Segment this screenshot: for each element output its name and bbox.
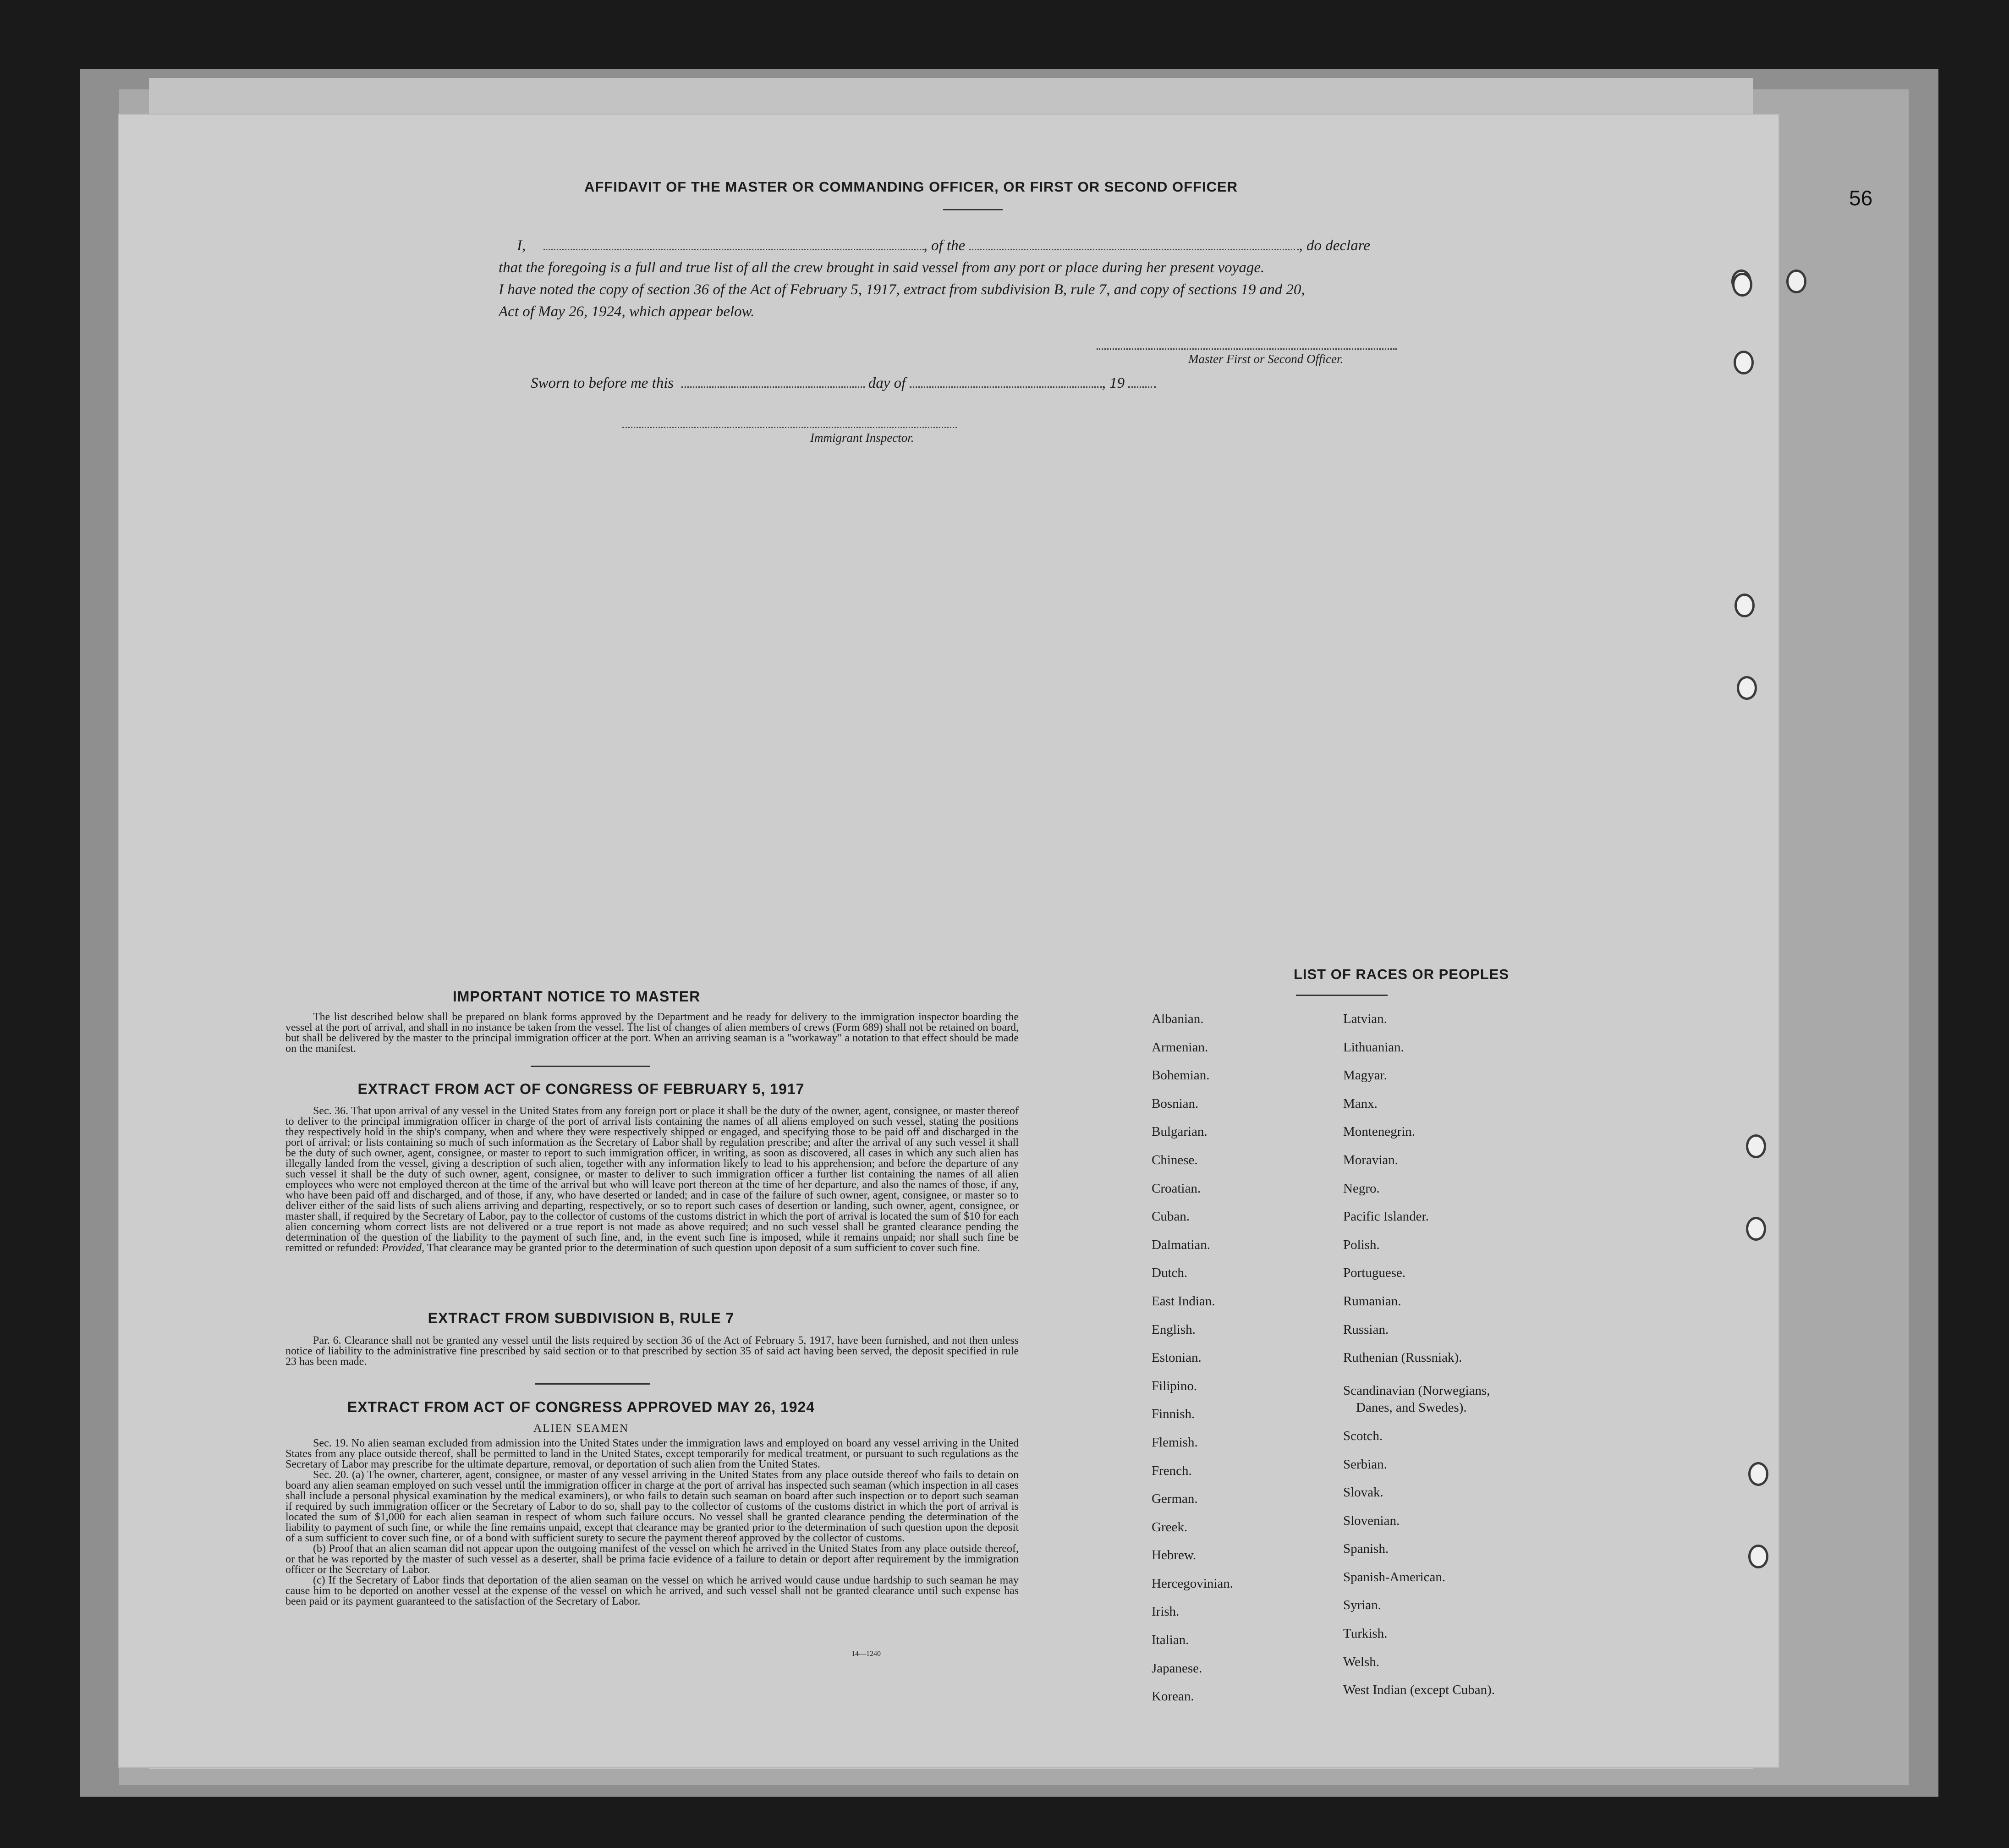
punch-hole	[1746, 1217, 1766, 1241]
race-item: Japanese.	[1152, 1661, 1202, 1676]
race-item: Albanian.	[1152, 1012, 1204, 1026]
extract-rule7-title: EXTRACT FROM SUBDIVISION B, RULE 7	[428, 1310, 735, 1326]
races-column-2	[1343, 1005, 1581, 1705]
punch-hole	[1748, 1545, 1768, 1568]
race-item: Moravian.	[1343, 1152, 1398, 1167]
race-item: Flemish.	[1152, 1435, 1198, 1450]
races-title: LIST OF RACES OR PEOPLES	[1293, 966, 1509, 982]
race-item: Irish.	[1152, 1604, 1180, 1619]
section-divider	[531, 1066, 650, 1067]
of-the-label: , of the	[923, 237, 966, 254]
race-item: Cuban.	[1152, 1209, 1190, 1224]
extract-1924-body	[285, 1438, 1019, 1607]
race-item: Serbian.	[1343, 1457, 1387, 1472]
race-item: Latvian.	[1343, 1012, 1387, 1026]
punch-hole	[1746, 1134, 1766, 1158]
race-item: Slovenian.	[1343, 1513, 1400, 1528]
sworn-month-field[interactable]	[910, 386, 1102, 388]
race-item: Turkish.	[1343, 1626, 1388, 1641]
race-item: Armenian.	[1152, 1040, 1208, 1055]
race-item: West Indian (except Cuban).	[1343, 1683, 1495, 1698]
race-item: Scandinavian (Norwegians,	[1343, 1383, 1490, 1398]
races-column-1	[1152, 1005, 1326, 1711]
race-item: Korean.	[1152, 1689, 1194, 1704]
race-item: Italian.	[1152, 1633, 1189, 1648]
race-item: Bohemian.	[1152, 1068, 1210, 1083]
race-item: Estonian.	[1152, 1350, 1202, 1365]
extract-1924-title: EXTRACT FROM ACT OF CONGRESS APPROVED MAY 26, 1924	[347, 1399, 815, 1415]
race-item: Hercegovinian.	[1152, 1576, 1233, 1591]
race-item: Montenegrin.	[1343, 1124, 1416, 1139]
sec20a-text: Sec. 20. (a) The owner, charterer, agent, consignee, or master of any vessel arriving in the United States from any place outside thereof who fails to detain on board any alien seaman employed on such vessel until the immigration officer in charge at the port of arrival has inspected such seaman (which inspection in all cases shall include a personal physical examination by the medical examiners), or who fails to detain such seaman on board after such inspection or to deport such seaman if required by such immigration officer or the Secretary of Labor to do so, shall pay to the collector of customs of the customs district in which the port of arrival is located the sum of $1,000 for each alien seaman in respect of whom such failure occurs. No vessel shall be granted clearance pending the determination of the liability to payment of such fine, or while the fine remains unpaid, except that clearance may be granted prior to the determination of such question upon the deposit of a sum sufficient to cover such fine, or of a bond with sufficient surety to secure the payment thereof approved by the collector of customs.	[285, 1469, 1019, 1544]
race-item: Croatian.	[1152, 1181, 1201, 1196]
affidavit-line-1: that the foregoing is a full and true list of all the crew brought in said vessel from any port or place during her present voyage.	[499, 259, 1265, 276]
race-item: Danes, and Swedes).	[1356, 1400, 1467, 1415]
inspector-label: Immigrant Inspector.	[810, 431, 914, 445]
title-underline	[943, 209, 1003, 210]
race-item: Rumanian.	[1343, 1293, 1401, 1309]
notice-title: IMPORTANT NOTICE TO MASTER	[452, 988, 701, 1005]
race-item: Russian.	[1343, 1322, 1389, 1337]
punch-hole	[1737, 676, 1757, 700]
race-item: Spanish.	[1343, 1541, 1389, 1556]
races-title-underline	[1296, 995, 1388, 996]
race-item: German.	[1152, 1491, 1198, 1507]
sworn-line	[531, 375, 1310, 392]
race-item: Bulgarian.	[1152, 1124, 1208, 1139]
race-item: Welsh.	[1343, 1654, 1380, 1669]
sec20b-text: (b) Proof that an alien seaman did not appear upon the outgoing manifest of the vessel on which he arrived in the United States from any place outside thereof, or that he was reported by the master of such vessel as a deserter, shall be prima facie evidence of a failure to detain or deport after requirement by the immigration officer or the Secretary of Labor.	[285, 1543, 1019, 1576]
race-item: Slovak.	[1343, 1485, 1383, 1500]
race-item: Chinese.	[1152, 1152, 1198, 1167]
race-item: Dutch.	[1152, 1265, 1188, 1281]
extract-1917-sec: Sec. 36.	[313, 1105, 349, 1117]
name-field[interactable]	[543, 248, 924, 250]
race-item: French.	[1152, 1463, 1192, 1478]
form-number: 14—1240	[851, 1650, 881, 1658]
punch-hole	[1735, 594, 1755, 617]
punch-hole	[1732, 273, 1752, 297]
day-of-label: day of	[868, 375, 906, 391]
master-signature-line[interactable]	[1097, 348, 1397, 350]
race-item: Syrian.	[1343, 1598, 1381, 1613]
affidavit-declaration-line	[512, 237, 1447, 254]
sec20c-text: (c) If the Secretary of Labor finds that deportation of the alien seaman on the vessel on which he arrived would cause undue hardship to such seaman he may cause him to be deported on another vessel at the expense of the vessel on which he arrived, and such vessel shall not be granted clearance until such expense has been paid or its payment guaranteed to the satisfaction of the Secretary of Labor.	[285, 1574, 1019, 1607]
affidavit-line-3: Act of May 26, 1924, which appear below.	[499, 303, 755, 320]
sec19-text: Sec. 19. No alien seaman excluded from admission into the United States under the immigration laws and employed on board any vessel arriving in the United States from any place outside thereof, shall be permitted to land in the United States, except temporarily for medical treatment, or pursuant to such regulations as the Secretary of Labor may prescribe for the ultimate departure, removal, or deportation of such alien from the United States.	[285, 1437, 1019, 1470]
vessel-field[interactable]	[969, 248, 1299, 250]
extract-1917-title: EXTRACT FROM ACT OF CONGRESS OF FEBRUARY 5, 1917	[357, 1081, 805, 1097]
punch-hole	[1748, 1462, 1768, 1486]
race-item: Ruthenian (Russniak).	[1343, 1350, 1462, 1365]
extract-1917-text	[285, 1106, 1019, 1254]
sworn-year-field[interactable]	[1128, 386, 1156, 388]
race-item: Scotch.	[1343, 1428, 1383, 1443]
sworn-day-field[interactable]	[681, 386, 865, 388]
notice-text: The list described below shall be prepared on blank forms approved by the Department and be ready for delivery to the immigration inspector boarding the vessel at the port of arrival, and shall in no instance be taken from the vessel. The list of changes of alien members of crews (Form 689) shall not be retained on board, but shall be delivered by the master to the principal immigration officer at the port. When an arriving seaman is a "workaway" a notation to that effect should be made on the manifest.	[285, 1011, 1019, 1055]
inspector-signature-line[interactable]	[622, 427, 957, 428]
affidavit-title: AFFIDAVIT OF THE MASTER OR COMMANDING OFFICER, OR FIRST OR SECOND OFFICER	[584, 179, 1238, 195]
extract-1924-subtitle: ALIEN SEAMEN	[533, 1422, 629, 1435]
race-item: Pacific Islander.	[1343, 1209, 1429, 1224]
race-item: Spanish-American.	[1343, 1569, 1446, 1584]
extract-1917-provided: Provided,	[381, 1242, 425, 1254]
i-label: I,	[517, 237, 526, 254]
race-item: Polish.	[1343, 1237, 1380, 1252]
punch-hole	[1786, 270, 1806, 293]
race-item: English.	[1152, 1322, 1196, 1337]
race-item: Dalmatian.	[1152, 1237, 1211, 1252]
race-item: Hebrew.	[1152, 1548, 1197, 1563]
race-item: Magyar.	[1343, 1068, 1387, 1083]
race-item: Negro.	[1343, 1181, 1380, 1196]
sworn-label: Sworn to before me this	[531, 375, 674, 391]
race-item: Greek.	[1152, 1519, 1188, 1534]
section-divider	[535, 1383, 650, 1385]
form-page	[118, 114, 1779, 1768]
race-item: Finnish.	[1152, 1407, 1195, 1422]
race-item: Portuguese.	[1343, 1265, 1406, 1281]
race-item: Lithuanian.	[1343, 1040, 1404, 1055]
year-label: , 19	[1102, 375, 1125, 391]
affidavit-line-2: I have noted the copy of section 36 of the Act of February 5, 1917, extract from subdivision B, rule 7, and copy of sections 19 and 20,	[499, 281, 1305, 298]
extract-1917-end: That clearance may be granted prior to the determination of such question upon deposit of a sum sufficient to cover such fine.	[427, 1242, 980, 1254]
punch-hole	[1734, 351, 1754, 374]
master-label: Master First or Second Officer.	[1188, 352, 1344, 366]
page-number: 56	[1849, 186, 1873, 210]
extract-rule7-text: Par. 6. Clearance shall not be granted any vessel until the lists required by section 36 of the Act of February 5, 1917, have been furnished, and not then unless notice of liability to the administrative fine prescribed by said section or to that prescribed by section 35 of said act having been served, the deposit specified in rule 23 has been made.	[285, 1335, 1019, 1368]
race-item: Manx.	[1343, 1096, 1378, 1111]
race-item: Filipino.	[1152, 1378, 1197, 1393]
do-declare-label: , do declare	[1299, 237, 1370, 254]
race-item: East Indian.	[1152, 1293, 1215, 1309]
extract-1917-body: That upon arrival of any vessel in the United States from any foreign port or place it shall be the duty of the owner, agent, consignee, or master thereof to deliver to the principal immigration officer in charge of the port of arrival lists containing the names of all aliens employed on such vessel, stating the positions they respectively hold in the ship's company, when and where they were respectively shipped or engaged, and specifying those to be paid off and discharged in the port of arrival; or lists containing so much of such information as the Secretary of Labor shall by regulation prescribe; and after the arrival of any such vessel it shall be the duty of such owner, agent, consignee, or master to report to such immigration officer, in writing, as soon as discovered, all cases in which any such alien has illegally landed from the vessel, giving a description of such alien, together with any information likely to lead to his apprehension; and before the departure of any such vessel it shall be the duty of such owner, agent, consignee, or master to deliver to such immigration officer a further list containing the names of all alien employees who were not employed thereon at the time of the arrival but who will leave port thereon at the time of her departure, and also the names of those, if any, who have been paid off and discharged, and of those, if any, who have deserted or landed; and in case of the failure of such owner, agent, consignee, or master so to deliver either of the said lists of such aliens arriving and departing, respectively, or so to report such cases of desertion or landing, such owner, agent, consignee, or master shall, if required by the Secretary of Labor, pay to the collector of customs of the customs district in which the port of arrival is located the sum of $10 for each alien concerning whom correct lists are not delivered or a true report is not made as above required; and no such vessel shall be granted clearance pending the determination of the question of the liability to the payment of such fine, and, in the event such fine is imposed, while it remains unpaid; nor shall such fine be remitted or refunded:	[285, 1105, 1019, 1254]
race-item: Bosnian.	[1152, 1096, 1199, 1111]
